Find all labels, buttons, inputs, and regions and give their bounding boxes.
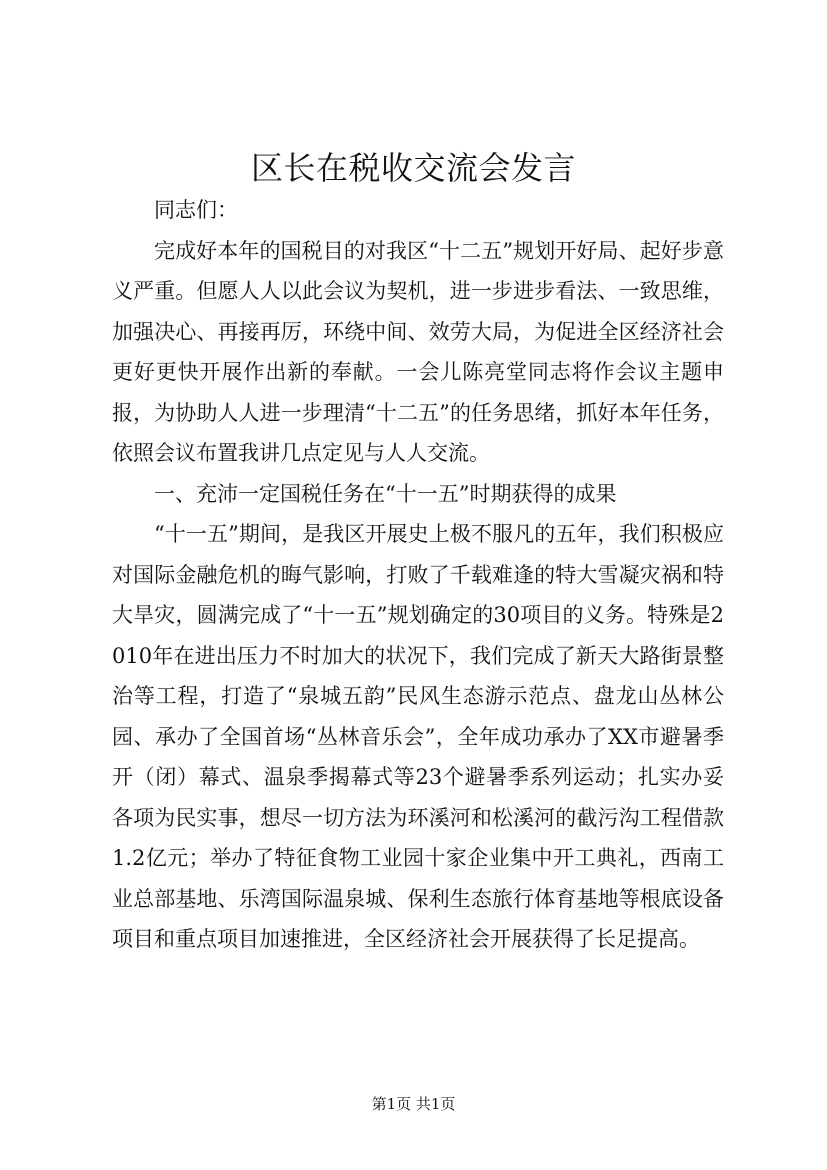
body-paragraph-achievements: “十一五”期间，是我区开展史上极不服凡的五年，我们积极应对国际金融危机的晦气影响，打败了千载难逢的特大雪凝灾祸和特大旱灾，圆满完成了“十一五”规划确定的30项目的义务。特殊是2010年在进出压力不时加大的状况下，我们完成了新天大路街景整治等工程，打造了“泉城五韵”民风生态游示范点、盘龙山丛林公园、承办了全国首场“丛林音乐会”，全年成功承办了XX市避暑季开（闭）幕式、温泉季揭幕式等23个避暑季系列运动；扎实办妥各项为民实事，想尽一切方法为环溪河和松溪河的截污沟工程借款1.2亿元；举办了特征食物工业园十家企业集中开工典礼，西南工业总部基地、乐湾国际温泉城、保利生态旅行体育基地等根底设备项目和重点项目加速推进，全区经济社会开展获得了长足提高。 (112, 522, 724, 951)
section-heading: 一、充沛一定国税任务在“十一五”时期获得的成果 (154, 481, 617, 506)
greeting-line: 同志们： (154, 198, 238, 222)
document-body (112, 190, 724, 960)
document-title: 区长在税收交流会发言 (250, 149, 576, 187)
body-paragraph-intro: 完成好本年的国税目的对我区“十二五”规划开好局、起好步意义严重。但愿人人以此会议为契机，进一步进步看法、一致思维，加强决心、再接再厉，环绕中间、效劳大局，为促进全区经济社会更好更快开展作出新的奉献。一会儿陈亮堂同志将作会议主题申报，为协助人人进一步理清“十二五”的任务思绪，抓好本年任务，依照会议布置我讲几点定见与人人交流。 (112, 238, 724, 465)
page-footer: 第1页 共1页 (371, 1095, 456, 1113)
